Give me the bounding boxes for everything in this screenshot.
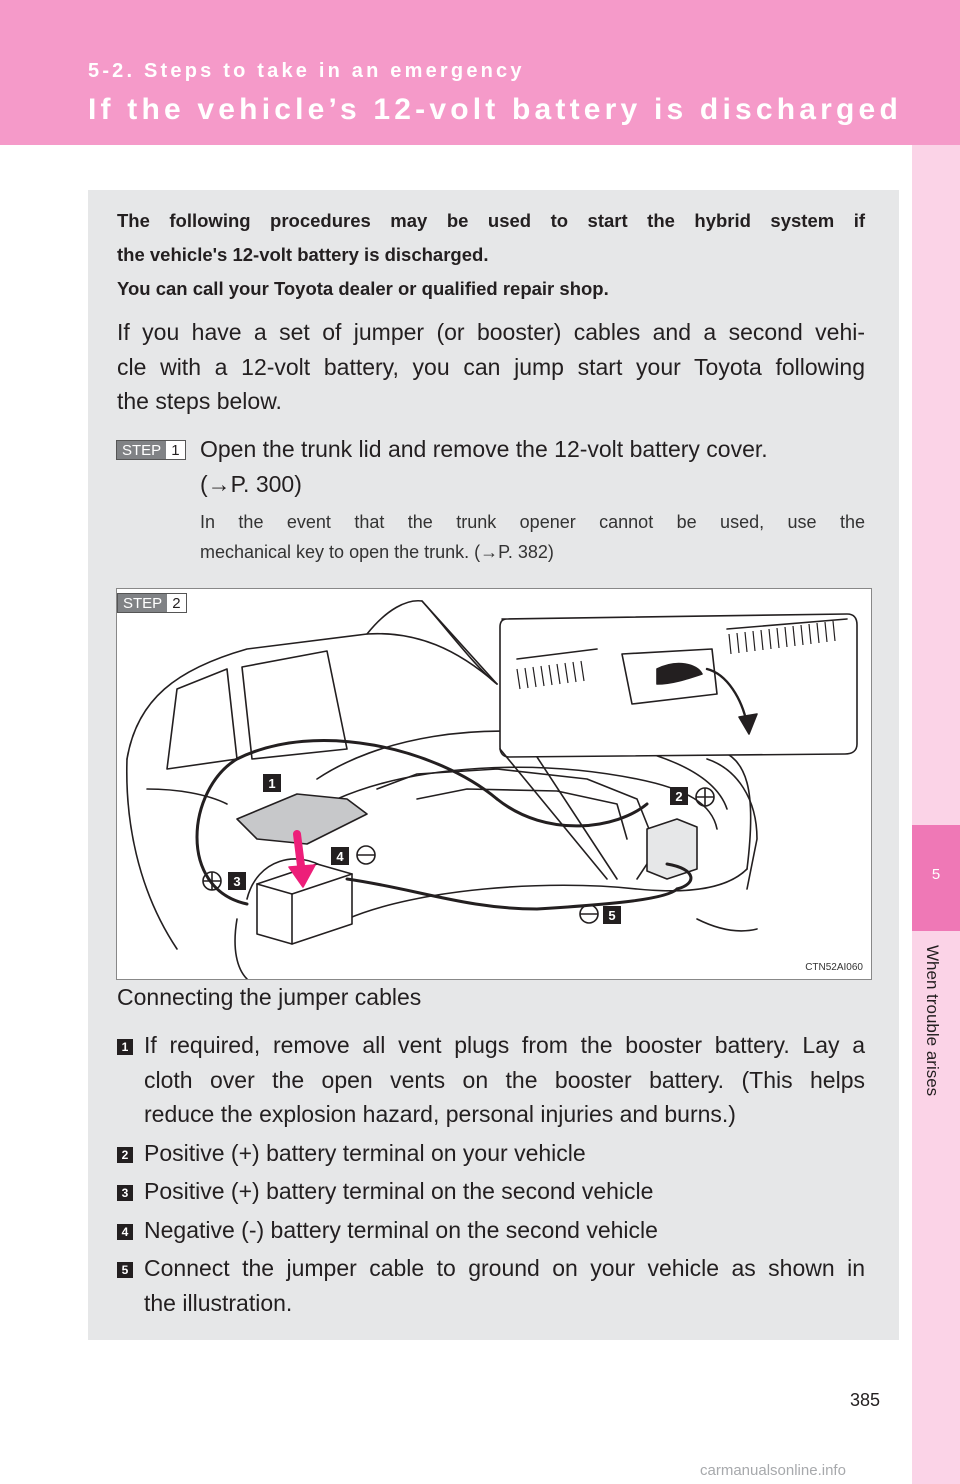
body-line: the steps below. [117,388,282,414]
step-1-line: Open the trunk lid and remove the 12-volt battery cover. [200,436,768,462]
step-label: STEP [117,441,166,459]
page-number: 385 [850,1390,881,1410]
legend-item [117,1136,865,1171]
step-1-badge [116,440,186,460]
legend-item [117,1028,865,1132]
note-line: In the event that the trunk opener cannot be used, use the [200,512,865,532]
chapter-title: When trouble arises [923,945,942,1097]
callout-4-label: 4 [336,849,344,864]
chapter-side-tab [912,145,960,1484]
legend-line: cloth over the open vents on the booster battery. (This helps [144,1066,865,1093]
watermark: carmanualsonline.info [700,1462,846,1479]
body-line: cle with a 12-volt battery, you can jump start your Toyota following [117,353,865,380]
legend-number: 2 [117,1147,133,1163]
step-1-text [200,432,865,502]
legend-line: reduce the explosion hazard, personal injuries and burns.) [144,1101,736,1127]
legend-line: If required, remove all vent plugs from the booster battery. Lay a [144,1032,865,1058]
legend-line: Positive (+) battery terminal on the second vehicle [144,1178,654,1204]
legend-line: Positive (+) battery terminal on your vehicle [144,1139,586,1166]
legend-line: the illustration. [144,1289,293,1316]
step-label: STEP [118,594,167,612]
legend-line: Negative (-) battery terminal on the second vehicle [144,1216,658,1243]
step-number: 2 [167,594,185,612]
legend-item [117,1251,865,1320]
legend-number: 5 [117,1262,133,1278]
page-title: If the vehicle’s 12-volt battery is discharged [88,93,902,126]
illustration-code: CTN52AI060 [805,962,863,973]
legend-number: 4 [117,1224,133,1240]
step-number: 1 [166,441,184,459]
legend-line: Connect the jumper cable to ground on your vehicle as shown in [144,1255,865,1281]
step-1-page-ref[interactable]: (→P. 300) [200,471,302,497]
callout-2-label: 2 [675,789,683,804]
legend-number: 3 [117,1185,133,1201]
callout-3-label: 3 [233,874,241,889]
callout-legend [117,1028,865,1324]
body-line: If you have a set of jumper (or booster) cables and a second vehi- [117,319,865,345]
callout-5-label: 5 [608,908,616,923]
page-header [0,0,960,145]
legend-item [117,1213,865,1248]
legend-item [117,1174,865,1209]
note-line: mechanical key to open the trunk. (→P. 382) [200,542,554,562]
jumper-cable-illustration [116,588,872,980]
illustration-caption: Connecting the jumper cables [117,984,422,1010]
intro-line: You can call your Toyota dealer or qualified repair shop. [117,278,609,299]
intro-line: The following procedures may be used to start the hybrid system if [117,210,865,231]
legend-number: 1 [117,1039,133,1055]
body-paragraph [117,315,865,419]
step-1-note [200,507,865,567]
car-trunk-drawing [117,589,871,979]
chapter-number: 5 [931,866,941,883]
section-label: 5-2. Steps to take in an emergency [88,60,525,82]
step-2-badge [117,593,187,613]
intro-text [117,204,865,306]
intro-line: the vehicle's 12-volt battery is discharged. [117,244,489,265]
callout-1-label: 1 [268,776,276,791]
